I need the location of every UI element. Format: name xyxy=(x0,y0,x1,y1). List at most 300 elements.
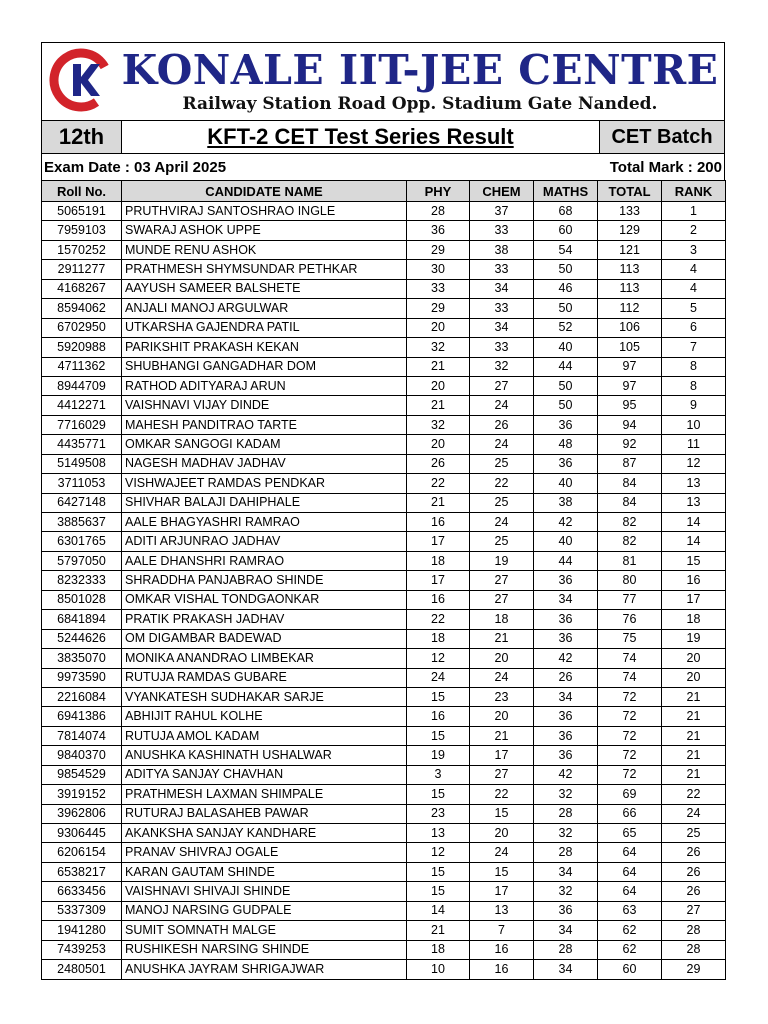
total-cell: 65 xyxy=(598,824,662,843)
rank-cell: 2 xyxy=(662,221,726,240)
table-row xyxy=(42,357,726,376)
chem-cell: 24 xyxy=(470,843,534,862)
candidate-name-cell: RUTUJA AMOL KADAM xyxy=(122,726,407,745)
rank-cell: 1 xyxy=(662,202,726,221)
rank-cell: 24 xyxy=(662,804,726,823)
phy-cell: 21 xyxy=(407,921,470,940)
candidate-name-cell: PRUTHVIRAJ SANTOSHRAO INGLE xyxy=(122,202,407,221)
phy-cell: 15 xyxy=(407,687,470,706)
maths-cell: 36 xyxy=(534,726,598,745)
maths-cell: 26 xyxy=(534,668,598,687)
total-cell: 80 xyxy=(598,571,662,590)
rank-cell: 17 xyxy=(662,590,726,609)
phy-cell: 16 xyxy=(407,590,470,609)
chem-cell: 17 xyxy=(470,882,534,901)
total-cell: 72 xyxy=(598,726,662,745)
roll-no-cell: 9840370 xyxy=(42,746,122,765)
candidate-name-cell: MUNDE RENU ASHOK xyxy=(122,240,407,259)
maths-cell: 32 xyxy=(534,785,598,804)
total-cell: 72 xyxy=(598,707,662,726)
batch-label: CET Batch xyxy=(599,121,724,153)
total-cell: 76 xyxy=(598,610,662,629)
phy-cell: 16 xyxy=(407,513,470,532)
chem-cell: 37 xyxy=(470,202,534,221)
maths-cell: 54 xyxy=(534,240,598,259)
candidate-name-cell: RUSHIKESH NARSING SHINDE xyxy=(122,940,407,959)
total-cell: 74 xyxy=(598,668,662,687)
roll-no-cell: 4435771 xyxy=(42,435,122,454)
maths-cell: 32 xyxy=(534,824,598,843)
table-row xyxy=(42,435,726,454)
phy-cell: 15 xyxy=(407,726,470,745)
table-row xyxy=(42,590,726,609)
candidate-name-cell: PRANAV SHIVRAJ OGALE xyxy=(122,843,407,862)
rank-cell: 6 xyxy=(662,318,726,337)
candidate-name-cell: OMKAR SANGOGI KADAM xyxy=(122,435,407,454)
roll-no-cell: 7959103 xyxy=(42,221,122,240)
rank-cell: 8 xyxy=(662,376,726,395)
maths-cell: 46 xyxy=(534,279,598,298)
candidate-name-cell: SHRADDHA PANJABRAO SHINDE xyxy=(122,571,407,590)
phy-cell: 15 xyxy=(407,785,470,804)
candidate-name-cell: KARAN GAUTAM SHINDE xyxy=(122,862,407,881)
chem-cell: 7 xyxy=(470,921,534,940)
table-row xyxy=(42,940,726,959)
maths-cell: 34 xyxy=(534,960,598,979)
table-row xyxy=(42,493,726,512)
maths-cell: 50 xyxy=(534,299,598,318)
total-cell: 69 xyxy=(598,785,662,804)
chem-cell: 33 xyxy=(470,260,534,279)
phy-cell: 17 xyxy=(407,532,470,551)
roll-no-cell: 8501028 xyxy=(42,590,122,609)
rank-cell: 26 xyxy=(662,843,726,862)
phy-cell: 12 xyxy=(407,649,470,668)
chem-cell: 21 xyxy=(470,629,534,648)
candidate-name-cell: MANOJ NARSING GUDPALE xyxy=(122,901,407,920)
candidate-name-cell: PRATHMESH LAXMAN SHIMPALE xyxy=(122,785,407,804)
total-cell: 121 xyxy=(598,240,662,259)
maths-cell: 36 xyxy=(534,707,598,726)
roll-no-cell: 5920988 xyxy=(42,338,122,357)
chem-cell: 24 xyxy=(470,513,534,532)
table-row xyxy=(42,882,726,901)
phy-cell: 28 xyxy=(407,202,470,221)
rank-cell: 10 xyxy=(662,415,726,434)
phy-cell: 21 xyxy=(407,396,470,415)
table-row xyxy=(42,513,726,532)
table-row xyxy=(42,415,726,434)
maths-cell: 68 xyxy=(534,202,598,221)
roll-no-cell: 4711362 xyxy=(42,357,122,376)
rank-cell: 29 xyxy=(662,960,726,979)
maths-cell: 42 xyxy=(534,765,598,784)
chem-cell: 27 xyxy=(470,765,534,784)
maths-cell: 34 xyxy=(534,590,598,609)
chem-cell: 16 xyxy=(470,940,534,959)
roll-no-cell: 6206154 xyxy=(42,843,122,862)
table-row xyxy=(42,921,726,940)
candidate-name-cell: NAGESH MADHAV JADHAV xyxy=(122,454,407,473)
chem-cell: 23 xyxy=(470,687,534,706)
chem-cell: 24 xyxy=(470,435,534,454)
rank-cell: 4 xyxy=(662,279,726,298)
rank-cell: 18 xyxy=(662,610,726,629)
phy-cell: 22 xyxy=(407,610,470,629)
total-cell: 60 xyxy=(598,960,662,979)
chem-cell: 27 xyxy=(470,571,534,590)
table-row xyxy=(42,804,726,823)
table-row xyxy=(42,474,726,493)
maths-cell: 36 xyxy=(534,454,598,473)
table-row xyxy=(42,202,726,221)
phy-cell: 29 xyxy=(407,299,470,318)
maths-cell: 40 xyxy=(534,338,598,357)
table-row xyxy=(42,260,726,279)
maths-cell: 38 xyxy=(534,493,598,512)
chem-cell: 25 xyxy=(470,493,534,512)
maths-cell: 28 xyxy=(534,843,598,862)
candidate-name-cell: OM DIGAMBAR BADEWAD xyxy=(122,629,407,648)
phy-cell: 26 xyxy=(407,454,470,473)
maths-cell: 36 xyxy=(534,901,598,920)
roll-no-cell: 7439253 xyxy=(42,940,122,959)
total-cell: 87 xyxy=(598,454,662,473)
rank-cell: 25 xyxy=(662,824,726,843)
rank-cell: 20 xyxy=(662,668,726,687)
result-table xyxy=(41,180,726,980)
total-cell: 106 xyxy=(598,318,662,337)
rank-cell: 4 xyxy=(662,260,726,279)
chem-cell: 33 xyxy=(470,299,534,318)
candidate-name-cell: MAHESH PANDITRAO TARTE xyxy=(122,415,407,434)
roll-no-cell: 6841894 xyxy=(42,610,122,629)
roll-no-cell: 1941280 xyxy=(42,921,122,940)
maths-cell: 34 xyxy=(534,862,598,881)
column-header-candidate-name: CANDIDATE NAME xyxy=(122,181,407,202)
chem-cell: 15 xyxy=(470,862,534,881)
chem-cell: 22 xyxy=(470,474,534,493)
candidate-name-cell: RUTUJA RAMDAS GUBARE xyxy=(122,668,407,687)
candidate-name-cell: SWARAJ ASHOK UPPE xyxy=(122,221,407,240)
roll-no-cell: 5244626 xyxy=(42,629,122,648)
rank-cell: 27 xyxy=(662,901,726,920)
rank-cell: 11 xyxy=(662,435,726,454)
table-row xyxy=(42,532,726,551)
maths-cell: 48 xyxy=(534,435,598,454)
total-cell: 81 xyxy=(598,551,662,570)
chem-cell: 18 xyxy=(470,610,534,629)
maths-cell: 52 xyxy=(534,318,598,337)
phy-cell: 12 xyxy=(407,843,470,862)
result-table-body xyxy=(42,202,726,980)
total-cell: 64 xyxy=(598,882,662,901)
total-cell: 64 xyxy=(598,843,662,862)
rank-cell: 13 xyxy=(662,474,726,493)
chem-cell: 21 xyxy=(470,726,534,745)
chem-cell: 19 xyxy=(470,551,534,570)
candidate-name-cell: VAISHNAVI VIJAY DINDE xyxy=(122,396,407,415)
candidate-name-cell: ADITYA SANJAY CHAVHAN xyxy=(122,765,407,784)
roll-no-cell: 8944709 xyxy=(42,376,122,395)
maths-cell: 36 xyxy=(534,415,598,434)
roll-no-cell: 6702950 xyxy=(42,318,122,337)
total-cell: 82 xyxy=(598,532,662,551)
column-header-maths: MATHS xyxy=(534,181,598,202)
exam-info-row xyxy=(41,154,725,180)
result-sheet xyxy=(41,42,725,980)
phy-cell: 18 xyxy=(407,551,470,570)
chem-cell: 25 xyxy=(470,532,534,551)
chem-cell: 25 xyxy=(470,454,534,473)
roll-no-cell: 8232333 xyxy=(42,571,122,590)
roll-no-cell: 3962806 xyxy=(42,804,122,823)
roll-no-cell: 4168267 xyxy=(42,279,122,298)
rank-cell: 14 xyxy=(662,513,726,532)
total-cell: 66 xyxy=(598,804,662,823)
rank-cell: 21 xyxy=(662,726,726,745)
maths-cell: 36 xyxy=(534,571,598,590)
maths-cell: 32 xyxy=(534,882,598,901)
chem-cell: 33 xyxy=(470,338,534,357)
table-row xyxy=(42,279,726,298)
maths-cell: 42 xyxy=(534,513,598,532)
table-row xyxy=(42,746,726,765)
roll-no-cell: 7814074 xyxy=(42,726,122,745)
candidate-name-cell: PARIKSHIT PRAKASH KEKAN xyxy=(122,338,407,357)
total-cell: 72 xyxy=(598,765,662,784)
centre-name: KONALE IIT-JEE CENTRE xyxy=(121,46,719,94)
candidate-name-cell: AALE DHANSHRI RAMRAO xyxy=(122,551,407,570)
candidate-name-cell: ANUSHKA KASHINATH USHALWAR xyxy=(122,746,407,765)
column-header-total: TOTAL xyxy=(598,181,662,202)
candidate-name-cell: AALE BHAGYASHRI RAMRAO xyxy=(122,513,407,532)
rank-cell: 5 xyxy=(662,299,726,318)
chem-cell: 20 xyxy=(470,649,534,668)
phy-cell: 21 xyxy=(407,493,470,512)
table-row xyxy=(42,221,726,240)
phy-cell: 10 xyxy=(407,960,470,979)
phy-cell: 13 xyxy=(407,824,470,843)
chem-cell: 27 xyxy=(470,376,534,395)
roll-no-cell: 5149508 xyxy=(42,454,122,473)
maths-cell: 28 xyxy=(534,940,598,959)
total-cell: 72 xyxy=(598,746,662,765)
column-header-rank: RANK xyxy=(662,181,726,202)
phy-cell: 19 xyxy=(407,746,470,765)
candidate-name-cell: ABHIJIT RAHUL KOLHE xyxy=(122,707,407,726)
table-row xyxy=(42,668,726,687)
title-row xyxy=(41,121,725,154)
total-cell: 97 xyxy=(598,376,662,395)
chem-cell: 26 xyxy=(470,415,534,434)
table-row xyxy=(42,785,726,804)
maths-cell: 36 xyxy=(534,610,598,629)
candidate-name-cell: RUTURAJ BALASAHEB PAWAR xyxy=(122,804,407,823)
phy-cell: 3 xyxy=(407,765,470,784)
candidate-name-cell: MONIKA ANANDRAO LIMBEKAR xyxy=(122,649,407,668)
chem-cell: 24 xyxy=(470,396,534,415)
chem-cell: 13 xyxy=(470,901,534,920)
phy-cell: 32 xyxy=(407,338,470,357)
rank-cell: 21 xyxy=(662,707,726,726)
rank-cell: 28 xyxy=(662,940,726,959)
chem-cell: 34 xyxy=(470,279,534,298)
roll-no-cell: 3711053 xyxy=(42,474,122,493)
table-row xyxy=(42,551,726,570)
roll-no-cell: 6633456 xyxy=(42,882,122,901)
total-cell: 95 xyxy=(598,396,662,415)
total-cell: 97 xyxy=(598,357,662,376)
candidate-name-cell: RATHOD ADITYARAJ ARUN xyxy=(122,376,407,395)
maths-cell: 50 xyxy=(534,260,598,279)
chem-cell: 38 xyxy=(470,240,534,259)
table-row xyxy=(42,726,726,745)
rank-cell: 9 xyxy=(662,396,726,415)
rank-cell: 14 xyxy=(662,532,726,551)
table-row xyxy=(42,960,726,979)
class-label: 12th xyxy=(42,121,122,153)
maths-cell: 40 xyxy=(534,532,598,551)
column-header-roll-no: Roll No. xyxy=(42,181,122,202)
table-row xyxy=(42,901,726,920)
candidate-name-cell: VAISHNAVI SHIVAJI SHINDE xyxy=(122,882,407,901)
result-title: KFT-2 CET Test Series Result xyxy=(207,124,514,149)
total-cell: 77 xyxy=(598,590,662,609)
rank-cell: 21 xyxy=(662,765,726,784)
maths-cell: 50 xyxy=(534,376,598,395)
total-cell: 72 xyxy=(598,687,662,706)
table-row xyxy=(42,240,726,259)
roll-no-cell: 2480501 xyxy=(42,960,122,979)
candidate-name-cell: ANJALI MANOJ ARGULWAR xyxy=(122,299,407,318)
phy-cell: 23 xyxy=(407,804,470,823)
roll-no-cell: 9306445 xyxy=(42,824,122,843)
maths-cell: 36 xyxy=(534,629,598,648)
roll-no-cell: 5337309 xyxy=(42,901,122,920)
maths-cell: 60 xyxy=(534,221,598,240)
candidate-name-cell: SHIVHAR BALAJI DAHIPHALE xyxy=(122,493,407,512)
rank-cell: 26 xyxy=(662,862,726,881)
total-cell: 113 xyxy=(598,260,662,279)
table-row xyxy=(42,338,726,357)
phy-cell: 14 xyxy=(407,901,470,920)
table-row xyxy=(42,824,726,843)
roll-no-cell: 6301765 xyxy=(42,532,122,551)
table-row xyxy=(42,376,726,395)
total-cell: 129 xyxy=(598,221,662,240)
phy-cell: 16 xyxy=(407,707,470,726)
maths-cell: 34 xyxy=(534,687,598,706)
exam-date: Exam Date : 03 April 2025 xyxy=(44,158,227,176)
candidate-name-cell: SUMIT SOMNATH MALGE xyxy=(122,921,407,940)
chem-cell: 20 xyxy=(470,824,534,843)
roll-no-cell: 1570252 xyxy=(42,240,122,259)
centre-address: Railway Station Road Opp. Stadium Gate Nanded. xyxy=(182,94,658,114)
chem-cell: 22 xyxy=(470,785,534,804)
phy-cell: 20 xyxy=(407,318,470,337)
table-row xyxy=(42,687,726,706)
rank-cell: 21 xyxy=(662,746,726,765)
phy-cell: 17 xyxy=(407,571,470,590)
total-cell: 112 xyxy=(598,299,662,318)
maths-cell: 34 xyxy=(534,921,598,940)
candidate-name-cell: AAYUSH SAMEER BALSHETE xyxy=(122,279,407,298)
roll-no-cell: 6427148 xyxy=(42,493,122,512)
phy-cell: 18 xyxy=(407,940,470,959)
total-cell: 63 xyxy=(598,901,662,920)
rank-cell: 16 xyxy=(662,571,726,590)
candidate-name-cell: AKANKSHA SANJAY KANDHARE xyxy=(122,824,407,843)
total-cell: 113 xyxy=(598,279,662,298)
total-cell: 62 xyxy=(598,940,662,959)
roll-no-cell: 2911277 xyxy=(42,260,122,279)
phy-cell: 29 xyxy=(407,240,470,259)
roll-no-cell: 9973590 xyxy=(42,668,122,687)
rank-cell: 20 xyxy=(662,649,726,668)
table-row xyxy=(42,454,726,473)
chem-cell: 33 xyxy=(470,221,534,240)
rank-cell: 12 xyxy=(662,454,726,473)
column-header-chem: CHEM xyxy=(470,181,534,202)
total-cell: 133 xyxy=(598,202,662,221)
candidate-name-cell: VYANKATESH SUDHAKAR SARJE xyxy=(122,687,407,706)
maths-cell: 44 xyxy=(534,357,598,376)
sheet-header xyxy=(41,42,725,121)
phy-cell: 32 xyxy=(407,415,470,434)
total-cell: 64 xyxy=(598,862,662,881)
chem-cell: 24 xyxy=(470,668,534,687)
phy-cell: 15 xyxy=(407,862,470,881)
table-row xyxy=(42,765,726,784)
maths-cell: 40 xyxy=(534,474,598,493)
rank-cell: 21 xyxy=(662,687,726,706)
candidate-name-cell: SHUBHANGI GANGADHAR DOM xyxy=(122,357,407,376)
maths-cell: 36 xyxy=(534,746,598,765)
roll-no-cell: 9854529 xyxy=(42,765,122,784)
phy-cell: 24 xyxy=(407,668,470,687)
roll-no-cell: 5797050 xyxy=(42,551,122,570)
roll-no-cell: 6941386 xyxy=(42,707,122,726)
table-row xyxy=(42,610,726,629)
rank-cell: 7 xyxy=(662,338,726,357)
total-cell: 74 xyxy=(598,649,662,668)
candidate-name-cell: PRATHMESH SHYMSUNDAR PETHKAR xyxy=(122,260,407,279)
phy-cell: 15 xyxy=(407,882,470,901)
roll-no-cell: 3835070 xyxy=(42,649,122,668)
table-row xyxy=(42,629,726,648)
rank-cell: 22 xyxy=(662,785,726,804)
chem-cell: 34 xyxy=(470,318,534,337)
rank-cell: 28 xyxy=(662,921,726,940)
phy-cell: 20 xyxy=(407,376,470,395)
table-row xyxy=(42,843,726,862)
rank-cell: 8 xyxy=(662,357,726,376)
chem-cell: 20 xyxy=(470,707,534,726)
konale-logo-icon xyxy=(48,47,114,113)
total-mark: Total Mark : 200 xyxy=(609,158,722,176)
chem-cell: 32 xyxy=(470,357,534,376)
roll-no-cell: 5065191 xyxy=(42,202,122,221)
candidate-name-cell: ANUSHKA JAYRAM SHRIGAJWAR xyxy=(122,960,407,979)
total-cell: 62 xyxy=(598,921,662,940)
total-cell: 84 xyxy=(598,493,662,512)
candidate-name-cell: ADITI ARJUNRAO JADHAV xyxy=(122,532,407,551)
chem-cell: 27 xyxy=(470,590,534,609)
table-row xyxy=(42,707,726,726)
rank-cell: 15 xyxy=(662,551,726,570)
rank-cell: 19 xyxy=(662,629,726,648)
